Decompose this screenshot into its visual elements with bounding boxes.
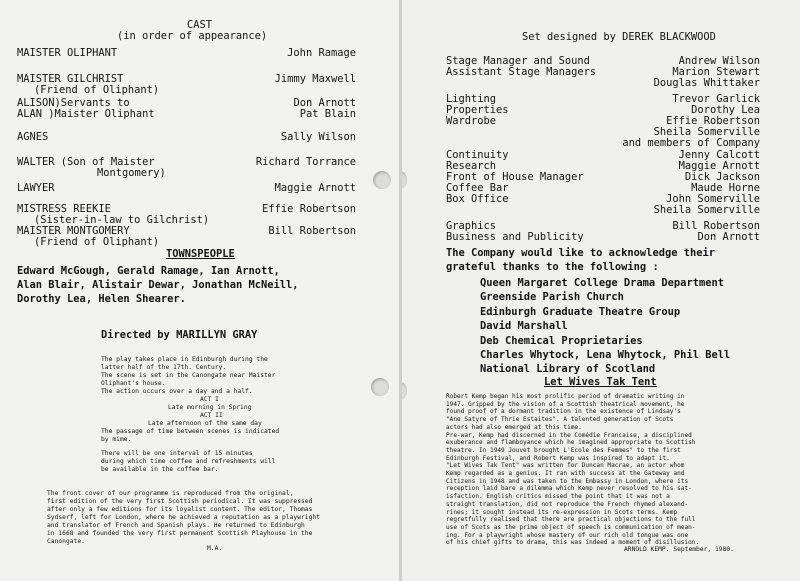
cast-role: AGNES <box>17 131 49 143</box>
townspeople-line-3: Dorothy Lea, Helen Shearer. <box>17 293 186 305</box>
setting-line-3: The scene is set in the Canongate near Maister <box>101 372 276 379</box>
townspeople-heading: TOWNSPEOPLE <box>166 248 235 260</box>
act-1-heading: ACT I <box>200 396 219 403</box>
crew-name: Sheila Somerville <box>653 204 760 216</box>
setting-line-4: Oliphant's house. <box>101 380 166 387</box>
thanks-line-2: grateful thanks to the following : <box>446 261 659 273</box>
mime-line-2: by mime. <box>101 436 132 443</box>
essay-line: Citizens in 1948 and was taken to the Embassy in London, where its <box>446 477 689 485</box>
essay-line: of his chief gifts to drama, this was indeed a moment of disillusion. <box>446 539 700 547</box>
crew-name: Marion Stewart <box>672 66 760 78</box>
interval-line-3: be available in the coffee bar. <box>101 466 219 473</box>
set-designer: Set designed by DEREK BLACKWOOD <box>522 31 716 43</box>
front-cover-line: The front cover of our programme is reproduced from the original, <box>47 490 294 497</box>
initials: M.A. <box>207 545 223 552</box>
essay-line: Edinburgh Festival, and Robert Kemp was inspired to adapt it. <box>446 454 670 462</box>
show-through-left <box>200 40 206 66</box>
punch-hole-bottom-left <box>371 378 389 396</box>
cast-actor: Bill Robertson <box>268 225 356 237</box>
thanks-item: National Library of Scotland <box>480 363 656 376</box>
thanks-item: Edinburgh Graduate Theatre Group <box>480 305 681 318</box>
crew-role: Box Office <box>446 193 509 205</box>
cast-role: (Sister-in-law to Gilchrist) <box>34 214 210 226</box>
thanks-item: Greenside Parish Church <box>480 291 624 304</box>
crew-role: Wardrobe <box>446 115 497 127</box>
punch-hole-bottom-right <box>402 382 407 400</box>
setting-line-2: latter half of the 17th. Century. <box>101 364 227 371</box>
cast-role: ALAN )Maister Oliphant <box>17 108 155 120</box>
essay-line: actors had also emerged at this time. <box>446 423 582 431</box>
cast-actor: Sally Wilson <box>280 131 356 143</box>
thanks-item: Deb Chemical Proprietaries <box>480 334 643 347</box>
front-cover-line: and translator of French and Spanish plays. He returned to Edinburgh <box>47 522 305 529</box>
cast-subheading: (in order of appearance) <box>117 30 268 42</box>
crew-name: Bill Robertson <box>672 220 760 232</box>
right-page <box>402 0 800 581</box>
thanks-item: David Marshall <box>480 320 568 333</box>
essay-line: Robert Kemp began his most prolific period of dramatic writing in <box>446 393 685 400</box>
crew-name: Maggie Arnott <box>678 160 760 172</box>
cast-role: MAISTER MONTGOMERY <box>17 225 130 237</box>
crew-role: Research <box>446 160 497 172</box>
essay-line: use of Scots as the prime object of speech is communication of mean- <box>446 523 696 531</box>
thanks-item: Queen Margaret College Drama Department <box>480 277 724 289</box>
essay-line: isfaction. English critics missed the point that it was not a <box>446 493 670 501</box>
essay-line: "Let Wives Tak Tent" was written for Duncan Macrae, an actor whom <box>446 462 685 470</box>
essay-line: reception laid bare a dilemma which Kemp never resolved to his sat- <box>446 485 692 493</box>
crew-name: John Somerville <box>666 193 760 205</box>
townspeople-line-1: Edward McGough, Gerald Ramage, Ian Arnott, <box>17 265 280 277</box>
cast-role: Montgomery) <box>97 167 166 179</box>
essay-line: Pre-war, Kemp had discerned in the Comédie Francaise, a disciplined <box>446 431 692 439</box>
crew-name: Jenny Calcott <box>678 149 760 161</box>
crew-role: Properties <box>446 104 509 116</box>
cast-role: WALTER (Son of Maister <box>17 156 155 168</box>
cast-actor: Maggie Arnott <box>274 182 356 194</box>
crew-role: Front of House Manager <box>446 171 584 183</box>
cast-actor: Don Arnott <box>293 97 356 109</box>
interval-line-2: during which time coffee and refreshments will <box>101 458 276 465</box>
cast-actor: Jimmy Maxwell <box>274 73 356 85</box>
cast-role: (Friend of Oliphant) <box>34 236 160 248</box>
thanks-item: Charles Whytock, Lena Whytock, Phil Bell <box>480 349 731 361</box>
front-cover-line: Canongate. <box>47 538 85 545</box>
cast-role: MISTRESS REEKIE <box>17 203 111 215</box>
essay-line: regretfully realised that there are practical objections to the full <box>446 516 696 524</box>
crew-role: Coffee Bar <box>446 182 509 194</box>
setting-line-5: The action occurs over a day and a half. <box>101 388 253 395</box>
crew-name: Dorothy Lea <box>691 104 760 116</box>
front-cover-line: first edition of the very first Scottish periodical. It was suppressed <box>47 498 313 505</box>
setting-line-1: The play takes place in Edinburgh during the <box>101 356 268 363</box>
essay-line: exuberance and flamboyance which he imagined appropriate to Scottish <box>446 439 696 447</box>
punch-hole-top-left <box>373 171 391 189</box>
crew-role: Continuity <box>446 149 509 161</box>
essay-line: theatre. In 1949 Jouvet brought L'Ecole des Femmes" to the first <box>446 446 681 454</box>
punch-hole-top-right <box>402 171 407 189</box>
essay-line: found proof of a dormant tradition in the existence of Lindsay's <box>446 408 681 416</box>
crew-name: Douglas Whittaker <box>653 77 760 89</box>
crew-role: Stage Manager and Sound <box>446 55 590 67</box>
crew-name: Andrew Wilson <box>678 55 760 67</box>
mime-line-1: The passage of time between scenes is indicated <box>101 428 280 435</box>
essay-line: Kemp regarded as a genius. It ran with success at the Gateway and <box>446 470 685 477</box>
essay-line: straight translation, did not reproduce the French rhymed alexand- <box>446 500 689 508</box>
cast-actor: Effie Robertson <box>262 203 356 215</box>
crew-name: Dick Jackson <box>684 171 760 183</box>
essay-signature: ARNOLD KEMP. September, 1980. <box>624 546 734 553</box>
cast-role: MAISTER GILCHRIST <box>17 73 124 85</box>
cast-role: MAISTER OLIPHANT <box>17 47 118 59</box>
essay-line: "Ane Satyre of Thrie Estaites". A talented generation of Scots <box>446 416 674 424</box>
crew-name: Don Arnott <box>697 231 760 243</box>
townspeople-line-2: Alan Blair, Alistair Dewar, Jonathan McNeill, <box>17 279 299 291</box>
thanks-line-1: The Company would like to acknowledge their <box>446 247 715 259</box>
crew-name: Trevor Garlick <box>672 93 760 105</box>
essay-line: rines; it sought instead its re-expression in Scots terms. Kemp <box>446 508 678 516</box>
cast-actor: Pat Blain <box>299 108 356 120</box>
cast-actor: Richard Torrance <box>255 156 356 168</box>
front-cover-line: in 1668 and founded the very first permanent Scottish Playhouse in the <box>47 530 313 537</box>
act-2-heading: ACT II <box>200 412 223 419</box>
act-2-time: Late afternoon of the same day <box>148 420 262 427</box>
crew-name: and members of Company <box>622 137 760 149</box>
crew-role: Assistant Stage Managers <box>446 66 597 78</box>
directed-by: Directed by MARILLYN GRAY <box>101 329 258 341</box>
cast-actor: John Ramage <box>287 47 356 59</box>
essay-line: 1947. Gripped by the vision of a Scottish theatrical movement, he <box>446 400 685 408</box>
cast-role: (Friend of Oliphant) <box>34 84 160 96</box>
crew-role: Graphics <box>446 220 497 232</box>
essay-title: Let Wives Tak Tent <box>544 376 657 388</box>
crew-role: Business and Publicity <box>446 231 584 243</box>
crew-name: Sheila Somerville <box>653 126 760 138</box>
crew-role: Lighting <box>446 93 497 105</box>
essay-line: ing. For a playwright whose mastery of our rich old tongue was one <box>446 531 689 539</box>
crew-name: Effie Robertson <box>666 115 760 127</box>
cast-heading: CAST <box>187 19 213 31</box>
front-cover-line: Sydserf, left for London, where he achieved a reputation as a playwright <box>47 514 320 521</box>
cast-role: LAWYER <box>17 182 55 194</box>
interval-line-1: There will be one interval of 15 minutes <box>101 450 253 457</box>
cast-role: ALISON)Servants to <box>17 97 130 109</box>
act-1-time: Late morning in Spring <box>168 404 252 411</box>
crew-name: Maude Horne <box>691 182 760 194</box>
front-cover-line: after only a few editions for its loyalist content. The editor, Thomas <box>47 506 313 513</box>
